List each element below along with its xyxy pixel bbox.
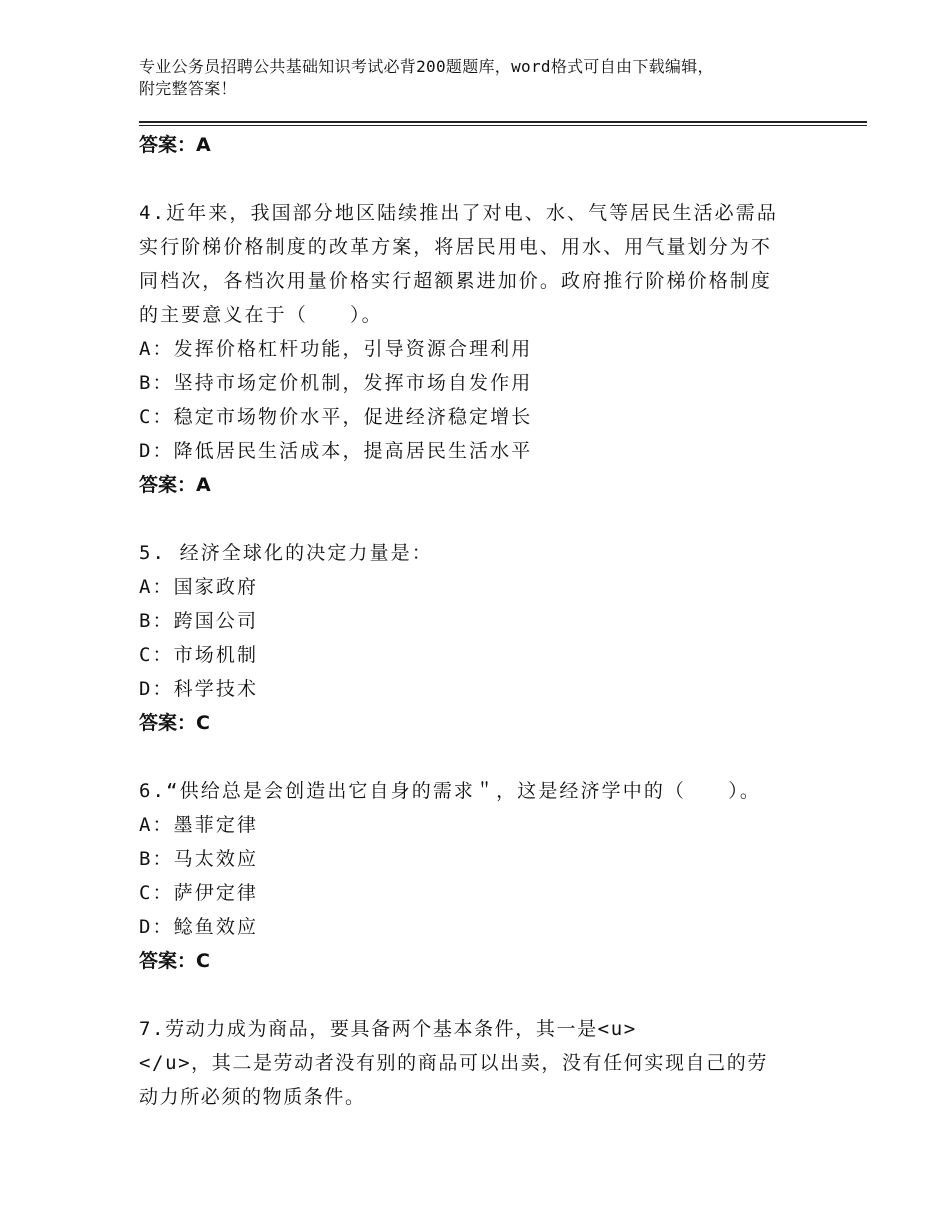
question-7-line-1: 7.劳动力成为商品，要具备两个基本条件，其一是<u>: [139, 1018, 637, 1040]
answer-q4: 答案：A: [139, 474, 211, 496]
header-line-1: 专业公务员招聘公共基础知识考试必背200题题库，word格式可自由下载编辑，: [139, 57, 714, 76]
question-5-option-b: B：跨国公司: [139, 610, 259, 632]
document-body: [139, 126, 854, 1114]
question-5-option-c: C：市场机制: [139, 644, 259, 666]
answer-q3: 答案：A: [139, 134, 211, 156]
question-6-line-1: 6.“供给总是会创造出它自身的需求＂，这是经济学中的（ ）。: [139, 780, 761, 802]
question-5-option-d: D：科学技术: [139, 678, 259, 700]
question-5-line-1: 5. 经济全球化的决定力量是：: [139, 542, 433, 564]
question-6-option-c: C：萨伊定律: [139, 882, 259, 904]
question-4-option-d: D：降低居民生活成本，提高居民生活水平: [139, 440, 533, 462]
question-6: [139, 774, 854, 808]
header-rule-thick: [139, 121, 867, 123]
question-4-line-1: 4.近年来，我国部分地区陆续推出了对电、水、气等居民生活必需品: [139, 202, 778, 224]
question-4-line-3: 同档次，各档次用量价格实行超额累进加价。政府推行阶梯价格制度: [139, 270, 773, 292]
question-5: [139, 536, 854, 570]
question-4-option-a: A：发挥价格杠杆功能，引导资源合理利用: [139, 338, 533, 360]
question-4-option-c: C：稳定市场物价水平，促进经济稳定增长: [139, 406, 533, 428]
question-4-option-b: B：坚持市场定价机制，发挥市场自发作用: [139, 372, 533, 394]
question-4-line-2: 实行阶梯价格制度的改革方案，将居民用电、用水、用气量划分为不: [139, 236, 773, 258]
question-4: [139, 196, 854, 332]
header-line-2: 附完整答案！: [139, 79, 237, 98]
question-6-option-b: B：马太效应: [139, 848, 259, 870]
question-5-option-a: A：国家政府: [139, 576, 259, 598]
question-6-option-d: D：鲶鱼效应: [139, 916, 259, 938]
answer-q6: 答案：C: [139, 950, 210, 972]
answer-q5: 答案：C: [139, 712, 210, 734]
page-header: [139, 56, 839, 100]
question-4-line-4: 的主要意义在于（ ）。: [139, 304, 383, 326]
question-7: [139, 1012, 854, 1114]
question-6-option-a: A：墨菲定律: [139, 814, 259, 836]
question-7-line-3: 动力所必须的物质条件。: [139, 1086, 366, 1108]
question-7-line-2: </u>，其二是劳动者没有别的商品可以出卖，没有任何实现自己的劳: [139, 1052, 768, 1074]
